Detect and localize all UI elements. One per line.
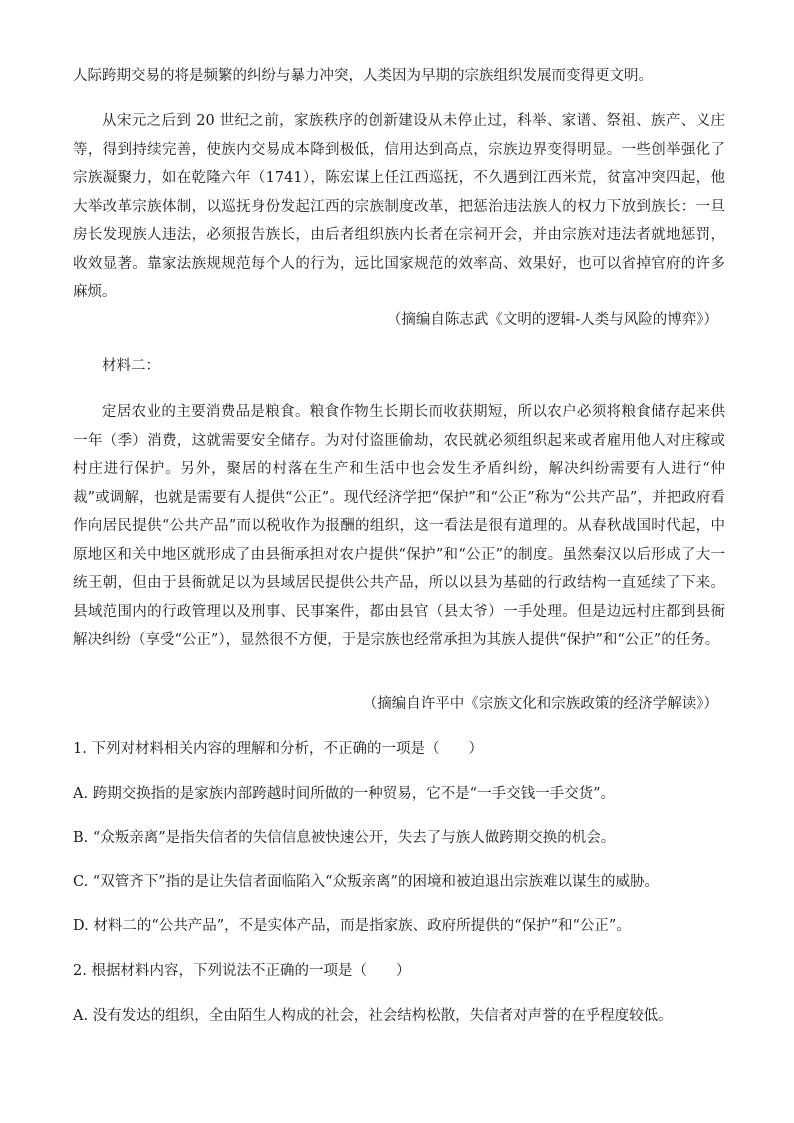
question1-option-a: A. 跨期交换指的是家族内部跨越时间所做的一种贸易，它不是“一手交钱一手交货”。 — [73, 786, 616, 802]
material2-paragraph: 定居农业的主要消费品是粮食。粮食作物生长期长而收获期短，所以农户必须将粮食储存起来供一年（季）消费，这就需要安全储存。为对付盗匪偷劫，农民就必须组织起来或者雇用他人对庄稼或村庄进行保护。另外，聚居的村落在生产和生活中也会发生矛盾纠纷，解决纠纷需要有人进行“仲裁”或调解，也就是需要有人提供“公正”。现代经济学把“保护”和“公正”称为“公共产品”，并把政府看作向居民提供“公共产品”而以税收作为报酬的组织，这一看法是很有道理的。从春秋战国时代起，中原地区和关中地区就形成了由县衙承担对农户提供“保护”和“公正”的制度。虽然秦汉以后形成了大一统王朝，但由于县衙就足以为县域居民提供公共产品，所以以县为基础的行政结构一直延续了下来。县域范围内的行政管理以及刑事、民事案件，都由县官（县太爷）一手处理。但是边远村庄都到县衙解决纠纷（享受“公正”），显然很不方便，于是宗族也经常承担为其族人提供“保护”和“公正”的任务。 — [73, 404, 725, 648]
material2-source: （摘编自许平中《宗族文化和宗族政策的经济学解读》） — [362, 696, 718, 712]
question2-stem: 2. 根据材料内容，下列说法不正确的一项是（ ） — [73, 963, 411, 979]
question1-option-d: D. 材料二的“公共产品”，不是实体产品，而是指家族、政府所提供的“保护”和“公正”。 — [73, 918, 631, 934]
material1-tail-line: 人际跨期交易的将是频繁的纠纷与暴力冲突，人类因为早期的宗族组织发展而变得更文明。 — [73, 68, 653, 84]
question2-option-a: A. 没有发达的组织，全由陌生人构成的社会，社会结构松散，失信者对声誉的在乎程度较低。 — [73, 1008, 673, 1024]
question1-option-c: C. “双管齐下”指的是让失信者面临陷入“众叛亲离”的困境和被迫退出宗族难以谋生的威胁。 — [73, 874, 659, 890]
material1-source: （摘编自陈志武《文明的逻辑-人类与风险的博弈》） — [386, 312, 718, 328]
material1-paragraph: 从宋元之后到 20 世纪之前，家族秩序的创新建设从未停止过，科举、家谱、祭祖、族产、义庄等，得到持续完善，使族内交易成本降到极低，信用达到高点，宗族边界变得明显。一些创举强化了宗族凝聚力，如在乾隆六年（1741），陈宏谋上任江西巡抚，不久遇到江西米荒，贫富冲突四起，他大举改革宗族体制，以巡抚身份发起江西的宗族制度改革，把惩治违法族人的权力下放到族长：一旦房长发现族人违法，必须报告族长，由后者组织族内长者在宗祠开会，并由宗族对违法者就地惩罚，收效显著。靠家法族规规范每个人的行为，远比国家规范的效率高、效果好，也可以省掉官府的许多麻烦。 — [73, 113, 725, 300]
question1-option-b: B. “众叛亲离”是指失信者的失信信息被快速公开，失去了与族人做跨期交换的机会。 — [73, 830, 616, 846]
question1-stem: 1. 下列对材料相关内容的理解和分析，不正确的一项是（ ） — [73, 741, 483, 757]
material2-heading: 材料二： — [102, 358, 160, 374]
